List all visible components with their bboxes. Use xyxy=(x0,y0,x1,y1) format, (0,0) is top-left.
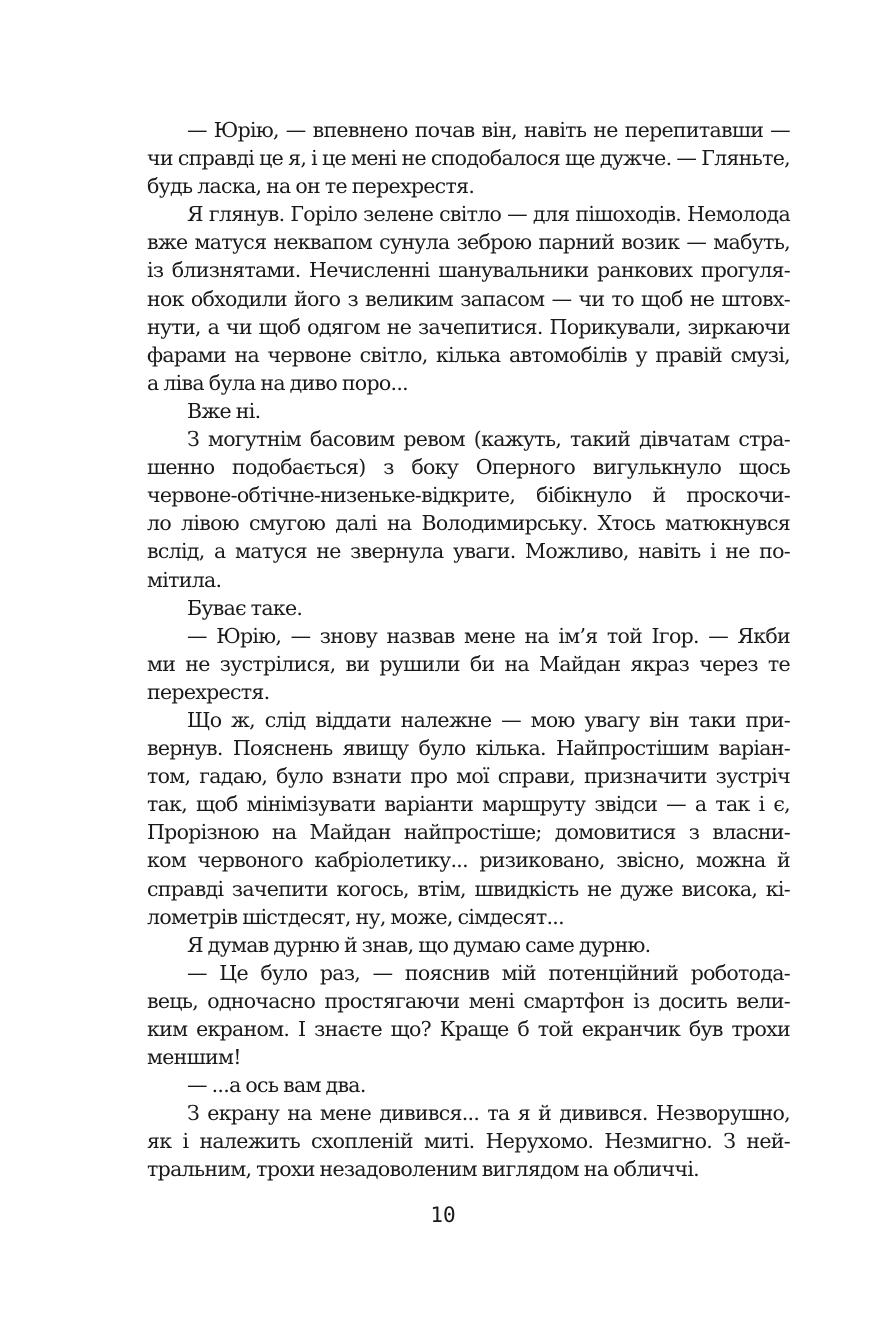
text-line: ким екраном. І знаєте що? Краще б той екранчик був трохи xyxy=(147,1017,790,1041)
text-line: вернув. Пояснень явищу було кілька. Найпростішим варіан- xyxy=(147,736,790,761)
text-line: нути, а чи щоб одягом не зачепитися. Порикували, зиркаючи xyxy=(147,314,790,339)
text-line: — ...а ось вам два. xyxy=(187,1073,366,1098)
text-line: вже матуся неквапом сунула зеброю парний возик — мабуть, xyxy=(147,230,790,255)
text-line: — Юрію, — знову назвав мене на ім’я той Ігор. — Якби xyxy=(187,623,790,648)
text-line: Вже ні. xyxy=(187,398,261,423)
paragraph xyxy=(147,200,790,397)
paragraph xyxy=(147,116,790,200)
text-line: — Юрію, — впевнено почав він, навіть не перепитавши — xyxy=(187,118,790,142)
text-line: меншим! xyxy=(147,1045,241,1070)
text-line: вець, одночасно простягаючи мені смартфон із досить вели- xyxy=(147,988,790,1013)
text-line: мітила. xyxy=(147,567,222,592)
text-line: справді зачепити когось, втім, швидкість не дуже висока, кі- xyxy=(147,876,790,901)
text-line: тральним, трохи незадоволеним виглядом на обличчі. xyxy=(147,1157,699,1182)
text-line: червоне-обтічне-низеньке-відкрите, бібікнуло й проскочи- xyxy=(147,483,790,508)
text-line: Що ж, слід віддати належне — мою увагу він таки при- xyxy=(187,707,790,732)
text-line: нок обходили його з великим запасом — чи то щоб не штовх- xyxy=(147,286,790,311)
paragraph xyxy=(147,706,790,931)
text-line: як і належить схопленій миті. Нерухомо. Незмигно. З ней- xyxy=(147,1129,790,1154)
text-line: Прорізною на Майдан найпростіше; домовитися з власни- xyxy=(147,820,790,845)
text-line: Я думав дурню й знав, що думаю саме дурню. xyxy=(187,932,651,957)
text-line: будь ласка, на он те перехрестя. xyxy=(147,174,475,199)
paragraph xyxy=(147,622,790,706)
page-number: 10 xyxy=(430,1203,456,1227)
text-line: том, гадаю, було взнати про мої справи, призначити зустріч xyxy=(147,764,790,789)
text-line: лометрів шістдесят, ну, може, сімдесят... xyxy=(147,904,564,929)
paragraph xyxy=(147,1099,790,1183)
text-line: а ліва була на диво поро... xyxy=(147,370,408,395)
text-line: Буває таке. xyxy=(187,595,303,620)
text-line: З могутнім басовим ревом (кажуть, такий дівчатам стра- xyxy=(187,427,790,452)
text-line: із близнятами. Нечисленні шанувальники ранкових прогуля- xyxy=(147,258,790,283)
paragraph xyxy=(147,397,790,425)
text-line: ми не зустрілися, ви рушили би на Майдан якраз через те xyxy=(147,651,790,676)
text-line: фарами на червоне світло, кілька автомобілів у правій смузі, xyxy=(147,342,790,367)
paragraph xyxy=(147,931,790,959)
text-line: З екрану на мене дивився... та я й дивився. Незворушно, xyxy=(187,1101,790,1126)
text-line: ком червоного кабріолетику... ризиковано, звісно, можна й xyxy=(147,848,790,873)
text-line: вслід, а матуся не звернула уваги. Можливо, навіть і не по- xyxy=(147,539,790,564)
text-line: так, щоб мінімізувати варіанти маршруту звідси — а так і є, xyxy=(147,792,790,817)
text-line: ло лівою смугою далі на Володимирську. Хтось матюкнувся xyxy=(147,511,790,536)
text-line: перехрестя. xyxy=(147,679,270,704)
text-line: Я глянув. Горіло зелене світло — для пішоходів. Немолода xyxy=(187,202,790,227)
text-line: чи справді це я, і це мені не сподобалося ще дужче. — Гляньте, xyxy=(147,146,790,171)
paragraph xyxy=(147,959,790,1071)
text-line: шенно подобається) з боку Оперного вигулькнуло щось xyxy=(147,455,790,480)
body-text xyxy=(147,116,790,1184)
text-line: — Це було раз, — пояснив мій потенційний роботода- xyxy=(187,960,790,985)
paragraph xyxy=(147,425,790,594)
paragraph xyxy=(147,594,790,622)
paragraph xyxy=(147,1071,790,1099)
